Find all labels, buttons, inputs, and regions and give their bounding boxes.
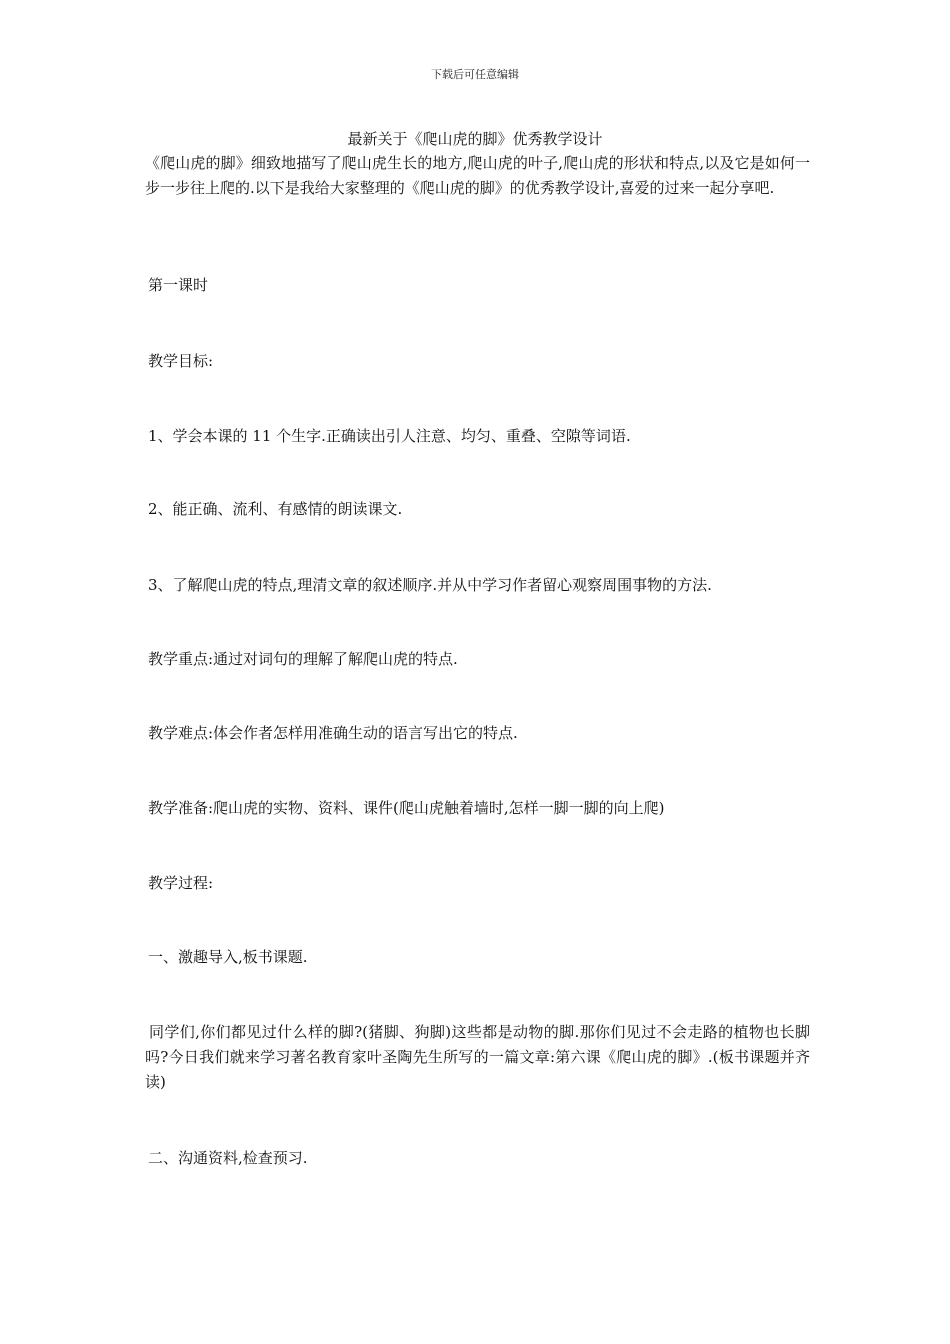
key-point: 教学重点:通过对词句的理解了解爬山虎的特点. (148, 650, 458, 668)
step-2-heading: 二、沟通资料,检查预习. (148, 1149, 308, 1167)
objectives-heading: 教学目标: (148, 352, 214, 370)
objective-2: 2、能正确、流利、有感情的朗读课文. (148, 500, 403, 518)
intro-paragraph: 《爬山虎的脚》细致地描写了爬山虎生长的地方,爬山虎的叶子,爬山虎的形状和特点,以及它是如何一步一步往上爬的.以下是我给大家整理的《爬山虎的脚》的优秀教学设计,喜爱的过来一起分享吧. (145, 154, 810, 197)
document-title: 最新关于《爬山虎的脚》优秀教学设计 (347, 130, 603, 148)
objective-3: 3、了解爬山虎的特点,理清文章的叙述顺序.并从中学习作者留心观察周围事物的方法. (148, 576, 712, 594)
difficulty: 教学难点:体会作者怎样用准确生动的语言写出它的特点. (148, 724, 518, 742)
header-note: 下载后可任意编辑 (431, 68, 519, 81)
process-heading: 教学过程: (148, 874, 214, 892)
step-1-heading: 一、激趣导入,板书课题. (148, 948, 308, 966)
preparation: 教学准备:爬山虎的实物、资料、课件(爬山虎触着墙时,怎样一脚一脚的向上爬) (148, 799, 665, 817)
objective-1: 1、学会本课的 11 个生字.正确读出引人注意、均匀、重叠、空隙等词语. (148, 427, 631, 445)
lesson-heading: 第一课时 (148, 276, 209, 294)
step-1-paragraph: 同学们,你们都见过什么样的脚?(猪脚、狗脚)这些都是动物的脚.那你们见过不会走路的植物也长脚吗?今日我们就来学习著名教育家叶圣陶先生所写的一篇文章:第六课《爬山虎的脚》.(板书课题并齐读) (145, 1023, 810, 1091)
